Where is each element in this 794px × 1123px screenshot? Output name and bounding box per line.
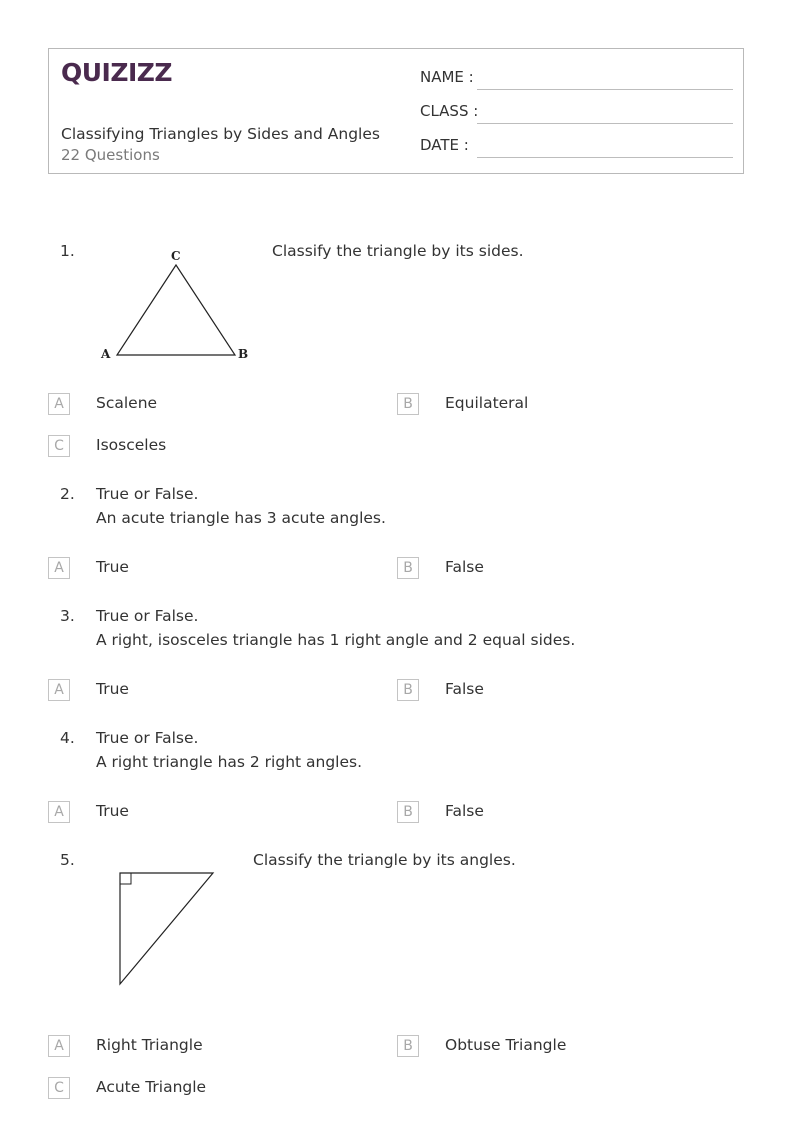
q2-option-b-text: False bbox=[445, 558, 484, 576]
question-4-line2: A right triangle has 2 right angles. bbox=[96, 753, 363, 771]
q5-option-a-text: Right Triangle bbox=[96, 1036, 203, 1054]
vertex-label-c: C bbox=[171, 249, 181, 263]
q5-option-a-box[interactable]: A bbox=[48, 1035, 70, 1057]
q3-option-b-box[interactable]: B bbox=[397, 679, 419, 701]
question-1-number: 1. bbox=[60, 242, 75, 260]
q5-option-b-box[interactable]: B bbox=[397, 1035, 419, 1057]
q5-option-c-box[interactable]: C bbox=[48, 1077, 70, 1099]
worksheet-title: Classifying Triangles by Sides and Angles bbox=[61, 125, 380, 143]
name-label: NAME : bbox=[420, 68, 474, 86]
right-angle-marker bbox=[120, 873, 131, 884]
right-triangle-shape bbox=[120, 873, 213, 984]
quizizz-logo: QUIZIZZ bbox=[61, 58, 173, 87]
vertex-label-a: A bbox=[101, 347, 111, 361]
q5-option-b-text: Obtuse Triangle bbox=[445, 1036, 567, 1054]
q2-option-b-box[interactable]: B bbox=[397, 557, 419, 579]
q1-option-c-box[interactable]: C bbox=[48, 435, 70, 457]
question-5-number: 5. bbox=[60, 851, 75, 869]
q3-option-b-text: False bbox=[445, 680, 484, 698]
question-3-line2: A right, isosceles triangle has 1 right angle and 2 equal sides. bbox=[96, 631, 576, 649]
q2-option-a-text: True bbox=[96, 558, 129, 576]
q4-option-a-text: True bbox=[96, 802, 129, 820]
question-4-line1: True or False. bbox=[96, 729, 199, 747]
q3-option-a-box[interactable]: A bbox=[48, 679, 70, 701]
q1-option-b-text: Equilateral bbox=[445, 394, 529, 412]
question-1-triangle-figure bbox=[95, 245, 265, 370]
q2-option-a-box[interactable]: A bbox=[48, 557, 70, 579]
question-4-number: 4. bbox=[60, 729, 75, 747]
question-5-triangle-figure bbox=[110, 865, 220, 990]
equilateral-triangle-shape bbox=[117, 265, 235, 355]
q5-option-c-text: Acute Triangle bbox=[96, 1078, 207, 1096]
question-2-number: 2. bbox=[60, 485, 75, 503]
question-1-text: Classify the triangle by its sides. bbox=[272, 242, 524, 260]
q4-option-b-text: False bbox=[445, 802, 484, 820]
q1-option-b-box[interactable]: B bbox=[397, 393, 419, 415]
question-3-line1: True or False. bbox=[96, 607, 199, 625]
question-5-text: Classify the triangle by its angles. bbox=[253, 851, 516, 869]
date-label: DATE : bbox=[420, 136, 469, 154]
question-count: 22 Questions bbox=[61, 146, 160, 164]
q1-option-a-box[interactable]: A bbox=[48, 393, 70, 415]
q1-option-a-text: Scalene bbox=[96, 394, 158, 412]
question-2-line1: True or False. bbox=[96, 485, 199, 503]
question-2-line2: An acute triangle has 3 acute angles. bbox=[96, 509, 386, 527]
class-field[interactable] bbox=[477, 123, 733, 124]
q1-option-c-text: Isosceles bbox=[96, 436, 167, 454]
q4-option-b-box[interactable]: B bbox=[397, 801, 419, 823]
name-field[interactable] bbox=[477, 89, 733, 90]
class-label: CLASS : bbox=[420, 102, 479, 120]
date-field[interactable] bbox=[477, 157, 733, 158]
q4-option-a-box[interactable]: A bbox=[48, 801, 70, 823]
q3-option-a-text: True bbox=[96, 680, 129, 698]
vertex-label-b: B bbox=[238, 347, 249, 361]
question-3-number: 3. bbox=[60, 607, 75, 625]
